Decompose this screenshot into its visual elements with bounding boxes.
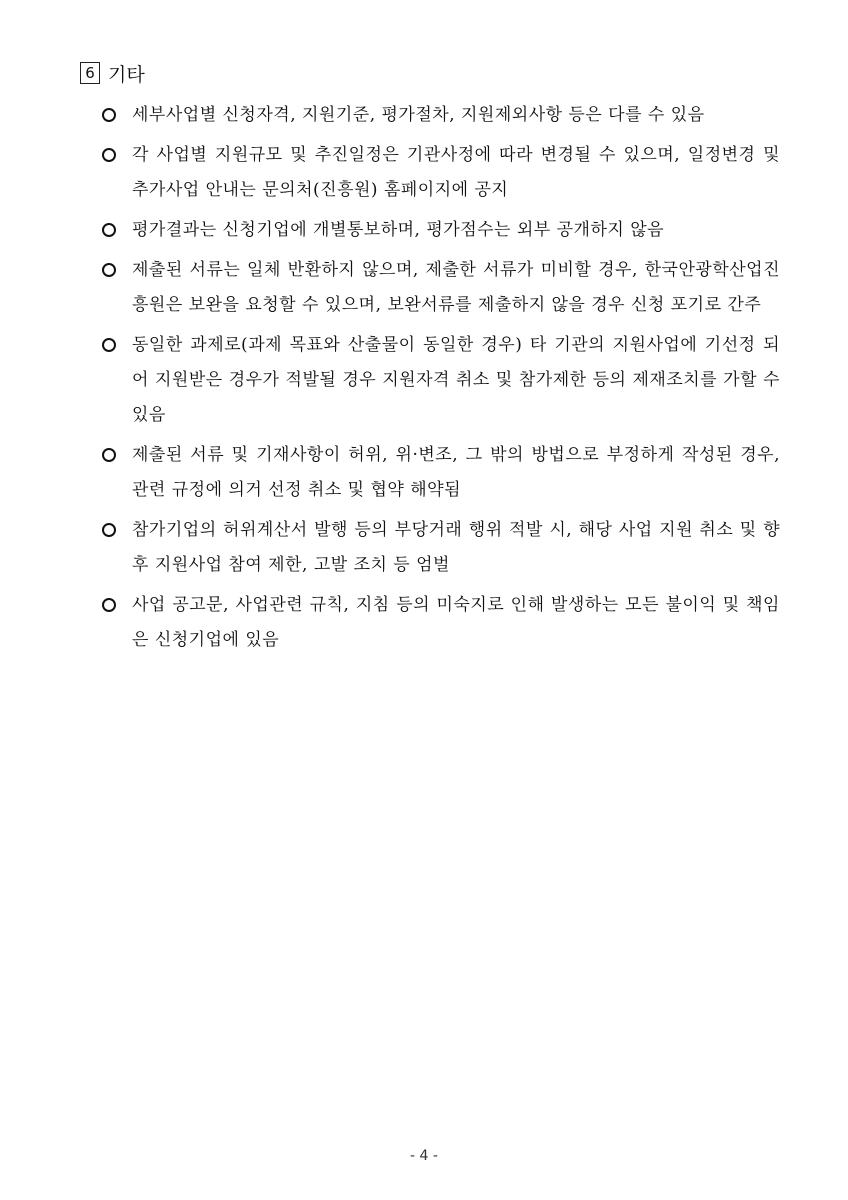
item-list	[102, 98, 780, 658]
circle-bullet-icon	[102, 448, 116, 462]
item-text: 동일한 과제로(과제 목표와 산출물이 동일한 경우) 타 기관의 지원사업에 기선정 되어 지원받은 경우가 적발될 경우 지원자격 취소 및 참가제한 등의 제재조치를 가할 수 있음	[132, 335, 780, 425]
list-item	[102, 213, 780, 248]
section-number-box: 6	[80, 62, 100, 84]
circle-bullet-icon	[102, 223, 116, 237]
item-text: 참가기업의 허위계산서 발행 등의 부당거래 행위 적발 시, 해당 사업 지원 취소 및 향후 지원사업 참여 제한, 고발 조치 등 엄벌	[132, 520, 780, 575]
item-text: 평가결과는 신청기업에 개별통보하며, 평가점수는 외부 공개하지 않음	[132, 220, 665, 240]
list-item	[102, 138, 780, 208]
list-item	[102, 98, 780, 133]
page-number: - 4 -	[410, 1148, 438, 1164]
section-heading	[80, 58, 780, 88]
item-text: 제출된 서류는 일체 반환하지 않으며, 제출한 서류가 미비할 경우, 한국안광학산업진흥원은 보완을 요청할 수 있으며, 보완서류를 제출하지 않을 경우 신청 포기로 간주	[132, 260, 780, 315]
list-item	[102, 328, 780, 433]
circle-bullet-icon	[102, 263, 116, 277]
circle-bullet-icon	[102, 598, 116, 612]
section-other	[80, 58, 780, 663]
circle-bullet-icon	[102, 523, 116, 537]
list-item	[102, 253, 780, 323]
circle-bullet-icon	[102, 338, 116, 352]
list-item	[102, 438, 780, 508]
circle-bullet-icon	[102, 148, 116, 162]
list-item	[102, 588, 780, 658]
list-item	[102, 513, 780, 583]
item-text: 각 사업별 지원규모 및 추진일정은 기관사정에 따라 변경될 수 있으며, 일정변경 및 추가사업 안내는 문의처(진흥원) 홈페이지에 공지	[132, 145, 780, 200]
item-text: 제출된 서류 및 기재사항이 허위, 위·변조, 그 밖의 방법으로 부정하게 작성된 경우, 관련 규정에 의거 선정 취소 및 협약 해약됨	[132, 445, 780, 500]
item-text: 사업 공고문, 사업관련 규칙, 지침 등의 미숙지로 인해 발생하는 모든 불이익 및 책임은 신청기업에 있음	[132, 595, 780, 650]
item-text: 세부사업별 신청자격, 지원기준, 평가절차, 지원제외사항 등은 다를 수 있음	[132, 105, 705, 125]
section-title: 기타	[108, 63, 145, 86]
circle-bullet-icon	[102, 108, 116, 122]
